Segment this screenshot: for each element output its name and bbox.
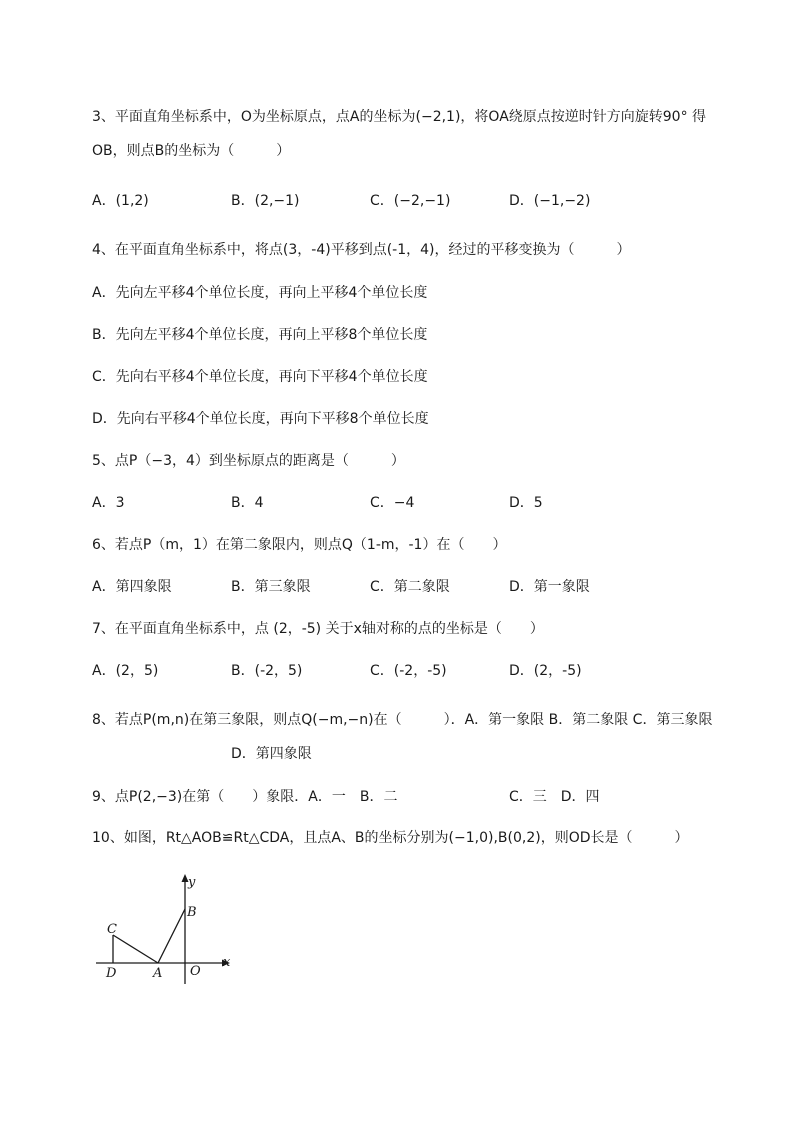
label-o: O — [190, 964, 201, 979]
coordinate-figure — [92, 868, 252, 988]
question-9-options-cd: C．三 D．四 — [509, 789, 600, 805]
option-c: C．第二象限 — [370, 579, 450, 595]
question-7-options — [92, 662, 752, 680]
label-y: y — [188, 875, 196, 890]
question-8-stem: 8、若点P(m,n)在第三象限，则点Q(−m,−n)在（ ）．A．第一象限 B．第二象限 C．第三象限 — [92, 712, 713, 728]
option-c: C．先向右平移4个单位长度，再向下平移4个单位长度 — [92, 369, 428, 385]
option-d: D．(−1,−2) — [509, 193, 591, 209]
question-6-options — [92, 578, 752, 596]
option-b: B．4 — [231, 495, 264, 511]
question-4-stem: 4、在平面直角坐标系中，将点(3，-4)平移到点(-1，4)，经过的平移变换为（ ） — [92, 242, 631, 258]
label-b: B — [187, 905, 197, 920]
option-c: C．(−2,−1) — [370, 193, 451, 209]
option-a: A．第四象限 — [92, 579, 172, 595]
option-b: B．第三象限 — [231, 579, 311, 595]
label-c: C — [107, 922, 117, 937]
question-10-stem: 10、如图，Rt△AOB≌Rt△CDA，且点A、B的坐标分别为(−1,0),B(0,2)，则OD长是（ ） — [92, 830, 689, 846]
label-a: A — [153, 966, 163, 981]
option-c: C．(-2，-5) — [370, 663, 447, 679]
question-8-option-d: D．第四象限 — [231, 746, 312, 762]
option-a: A．(2，5) — [92, 663, 159, 679]
question-3-stem: 3、平面直角坐标系中，O为坐标原点，点A的坐标为(−2,1)，将OA绕原点按逆时针方向旋转90° 得 — [92, 109, 707, 125]
question-5-options — [92, 494, 752, 512]
label-d: D — [106, 966, 117, 981]
segment-ca — [113, 935, 158, 963]
option-a: A．3 — [92, 495, 125, 511]
option-d: D．(2，-5) — [509, 663, 582, 679]
label-x: x — [223, 955, 231, 970]
option-a: A．(1,2) — [92, 193, 149, 209]
option-c: C．−4 — [370, 495, 415, 511]
question-3-stem-cont: OB，则点B的坐标为（ ） — [92, 143, 291, 159]
option-b: B．(2,−1) — [231, 193, 300, 209]
question-7-stem: 7、在平面直角坐标系中，点 (2，-5) 关于x轴对称的点的坐标是（ ） — [92, 621, 544, 637]
option-d: D．5 — [509, 495, 543, 511]
option-b: B．先向左平移4个单位长度，再向上平移8个单位长度 — [92, 327, 428, 343]
question-3-options — [92, 192, 752, 210]
option-a: A．先向左平移4个单位长度，再向上平移4个单位长度 — [92, 285, 428, 301]
option-d: D．先向右平移4个单位长度，再向下平移8个单位长度 — [92, 411, 429, 427]
option-d: D．第一象限 — [509, 579, 590, 595]
option-b: B．(-2，5) — [231, 663, 303, 679]
segment-ab — [158, 909, 185, 963]
question-9-stem: 9、点P(2,−3)在第（ ）象限．A．一 B．二 — [92, 789, 398, 805]
question-5-stem: 5、点P（−3，4）到坐标原点的距离是（ ） — [92, 453, 405, 469]
question-6-stem: 6、若点P（m，1）在第二象限内，则点Q（1-m，-1）在（ ） — [92, 537, 507, 553]
